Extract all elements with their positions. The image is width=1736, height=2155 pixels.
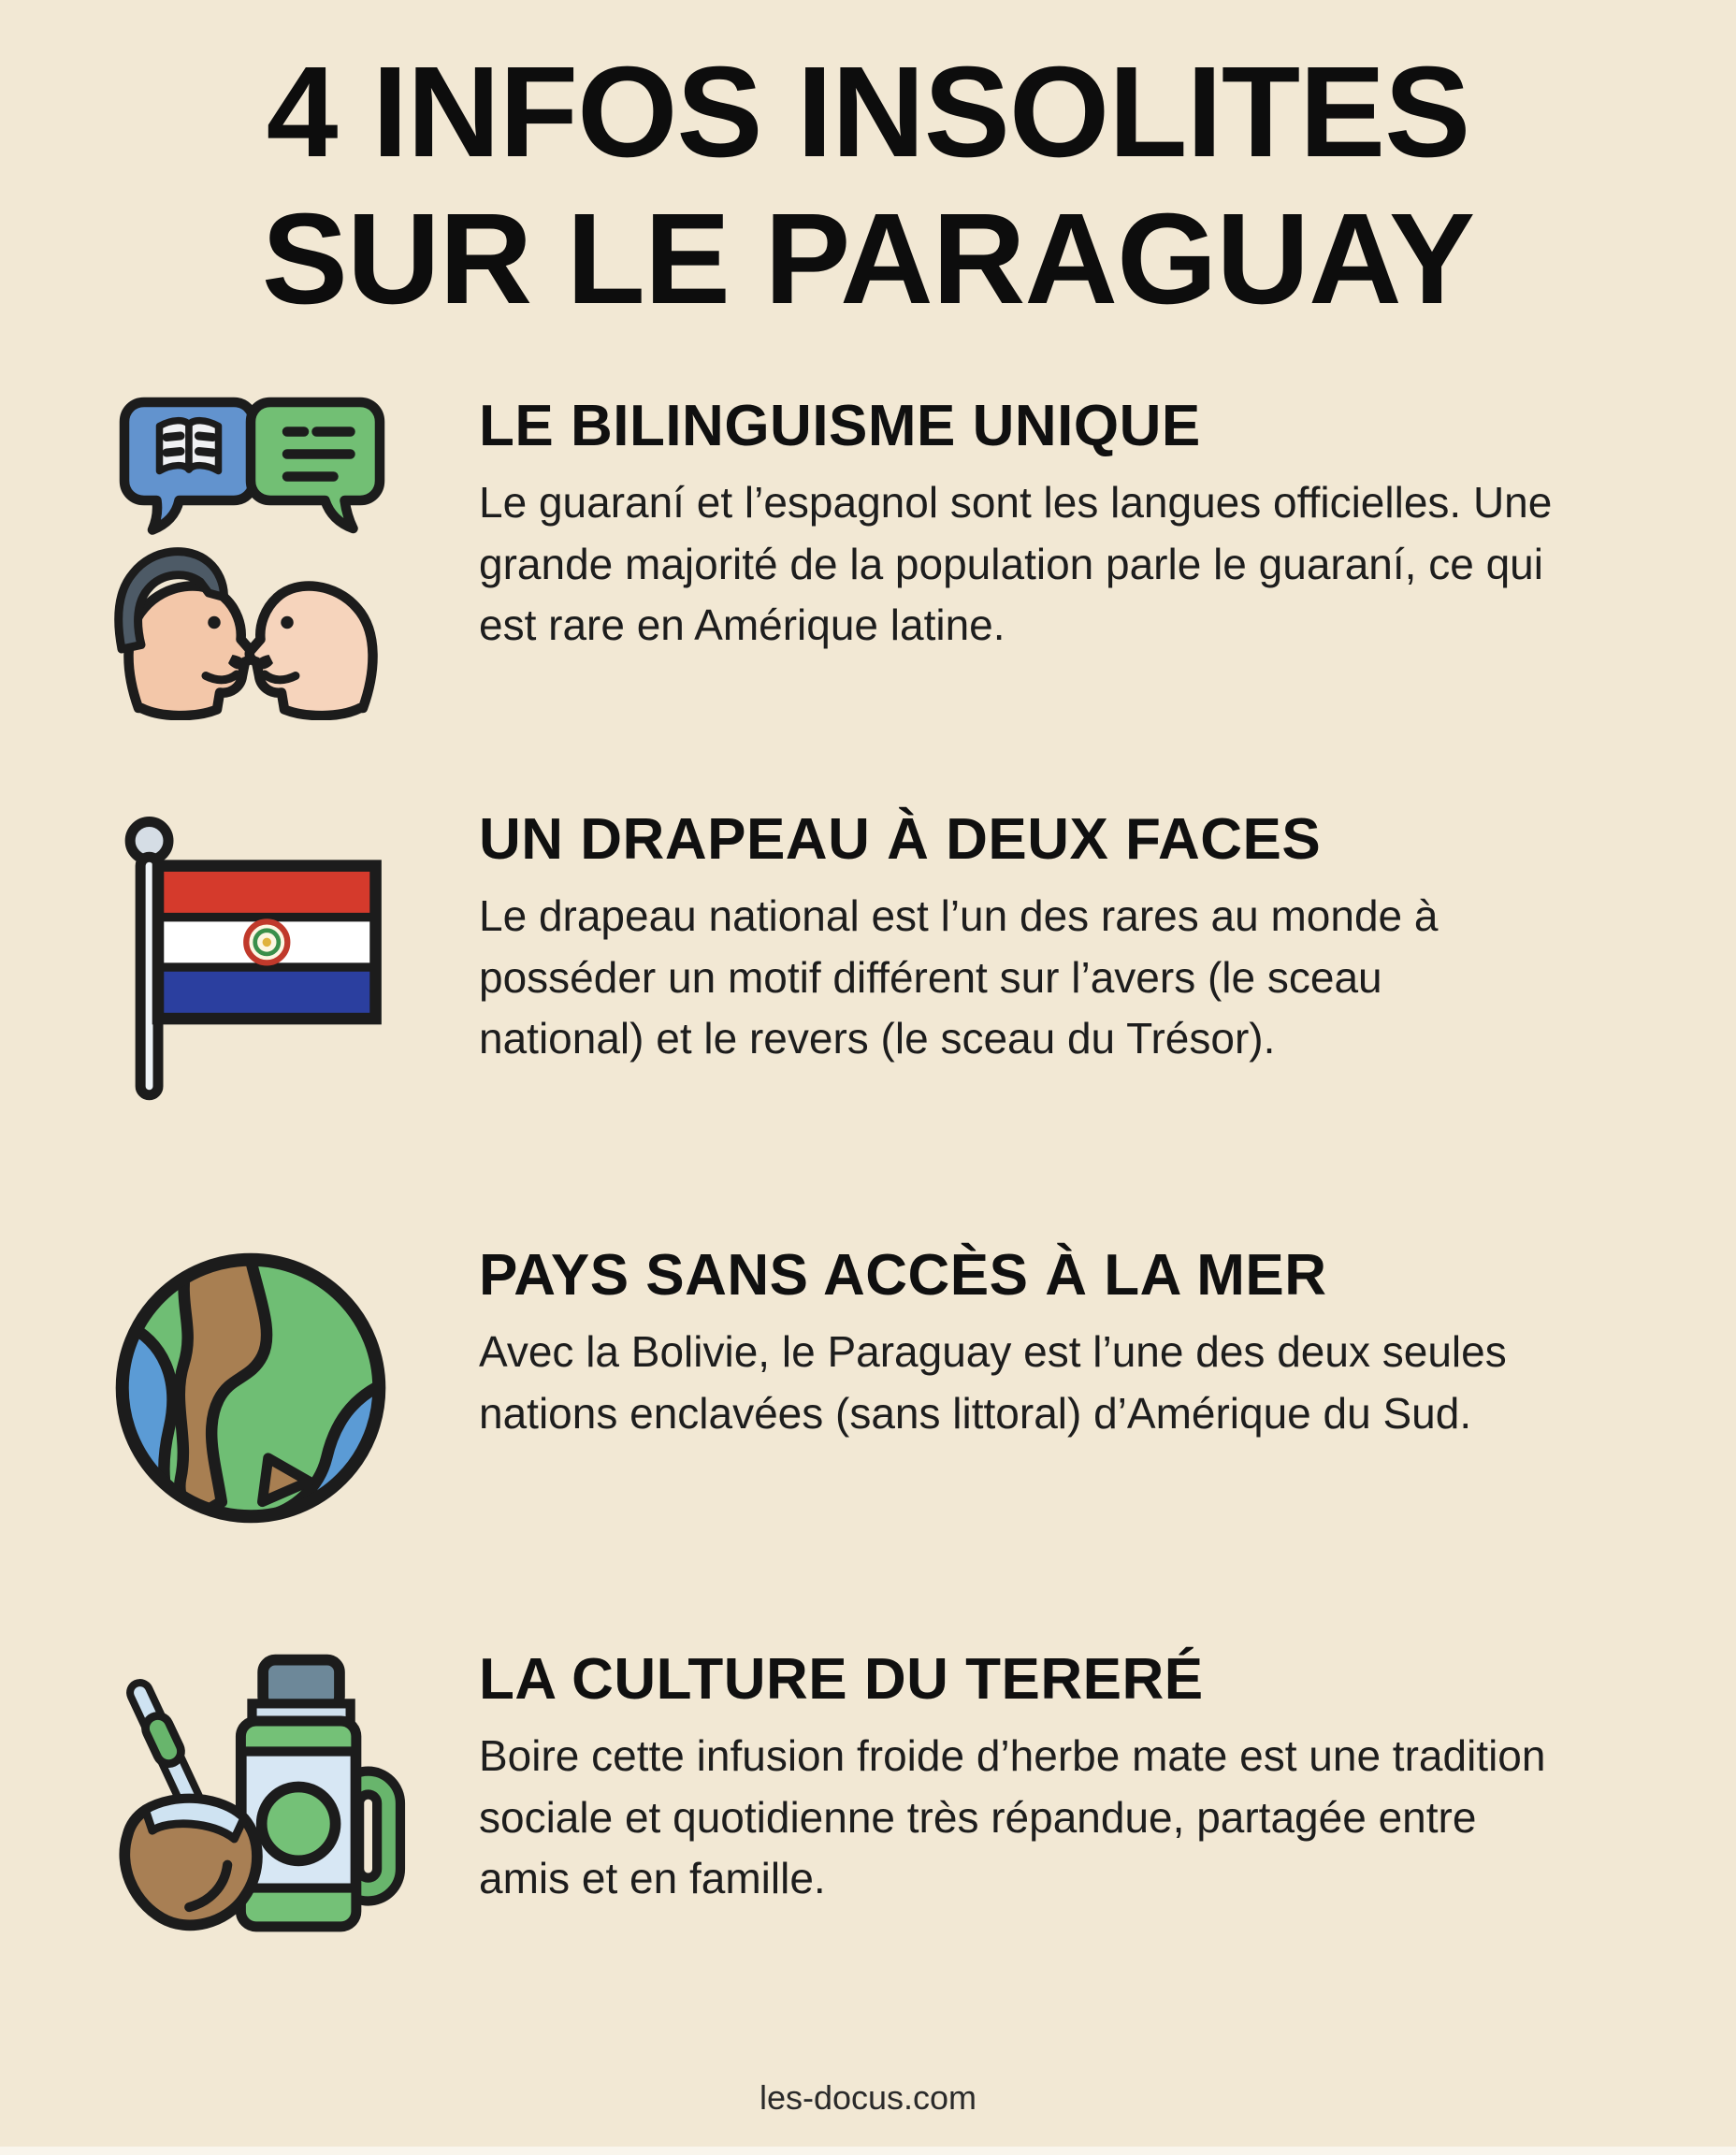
footer-website: les-docus.com [759, 2078, 977, 2117]
section-3-globe [89, 1242, 1680, 1534]
section-1-body: Le guaraní et l’espagnol sont les langues officielles. Une grande majorité de la population parle le guaraní, ce qui est rare en Amérique latine. [479, 478, 1553, 649]
bottom-strip [0, 2147, 1736, 2155]
section-3-heading: PAYS SANS ACCÈS À LA MER [479, 1243, 1327, 1308]
page-title-line-1: 4 INFOS INSOLITES [266, 40, 1470, 184]
section-4-body: Boire cette infusion froide d’herbe mate est une tradition sociale et quotidienne très répandue, partagée entre amis et en famille. [479, 1731, 1546, 1902]
terere-mate-icon [89, 1646, 412, 1960]
section-1-heading: LE BILINGUISME UNIQUE [479, 394, 1201, 458]
section-2-drapeau [89, 806, 1680, 1115]
section-1-bilinguisme [89, 393, 1680, 720]
conversation-icon [89, 393, 412, 720]
section-2-heading: UN DRAPEAU À DEUX FACES [479, 807, 1322, 872]
section-4-heading: LA CULTURE DU TERERÉ [479, 1647, 1204, 1712]
globe-icon [89, 1242, 412, 1534]
paraguay-flag-icon [89, 806, 412, 1115]
page-title-line-2: SUR LE PARAGUAY [261, 187, 1475, 332]
section-3-body: Avec la Bolivie, le Paraguay est l’une des deux seules nations enclavées (sans littoral) d’Amérique du Sud. [479, 1327, 1507, 1438]
section-4-terere [89, 1646, 1680, 1960]
section-2-body: Le drapeau national est l’un des rares au monde à posséder un motif différent sur l’avers (le sceau national) et le revers (le sceau du Trésor). [479, 891, 1439, 1063]
page-title [0, 39, 1736, 334]
